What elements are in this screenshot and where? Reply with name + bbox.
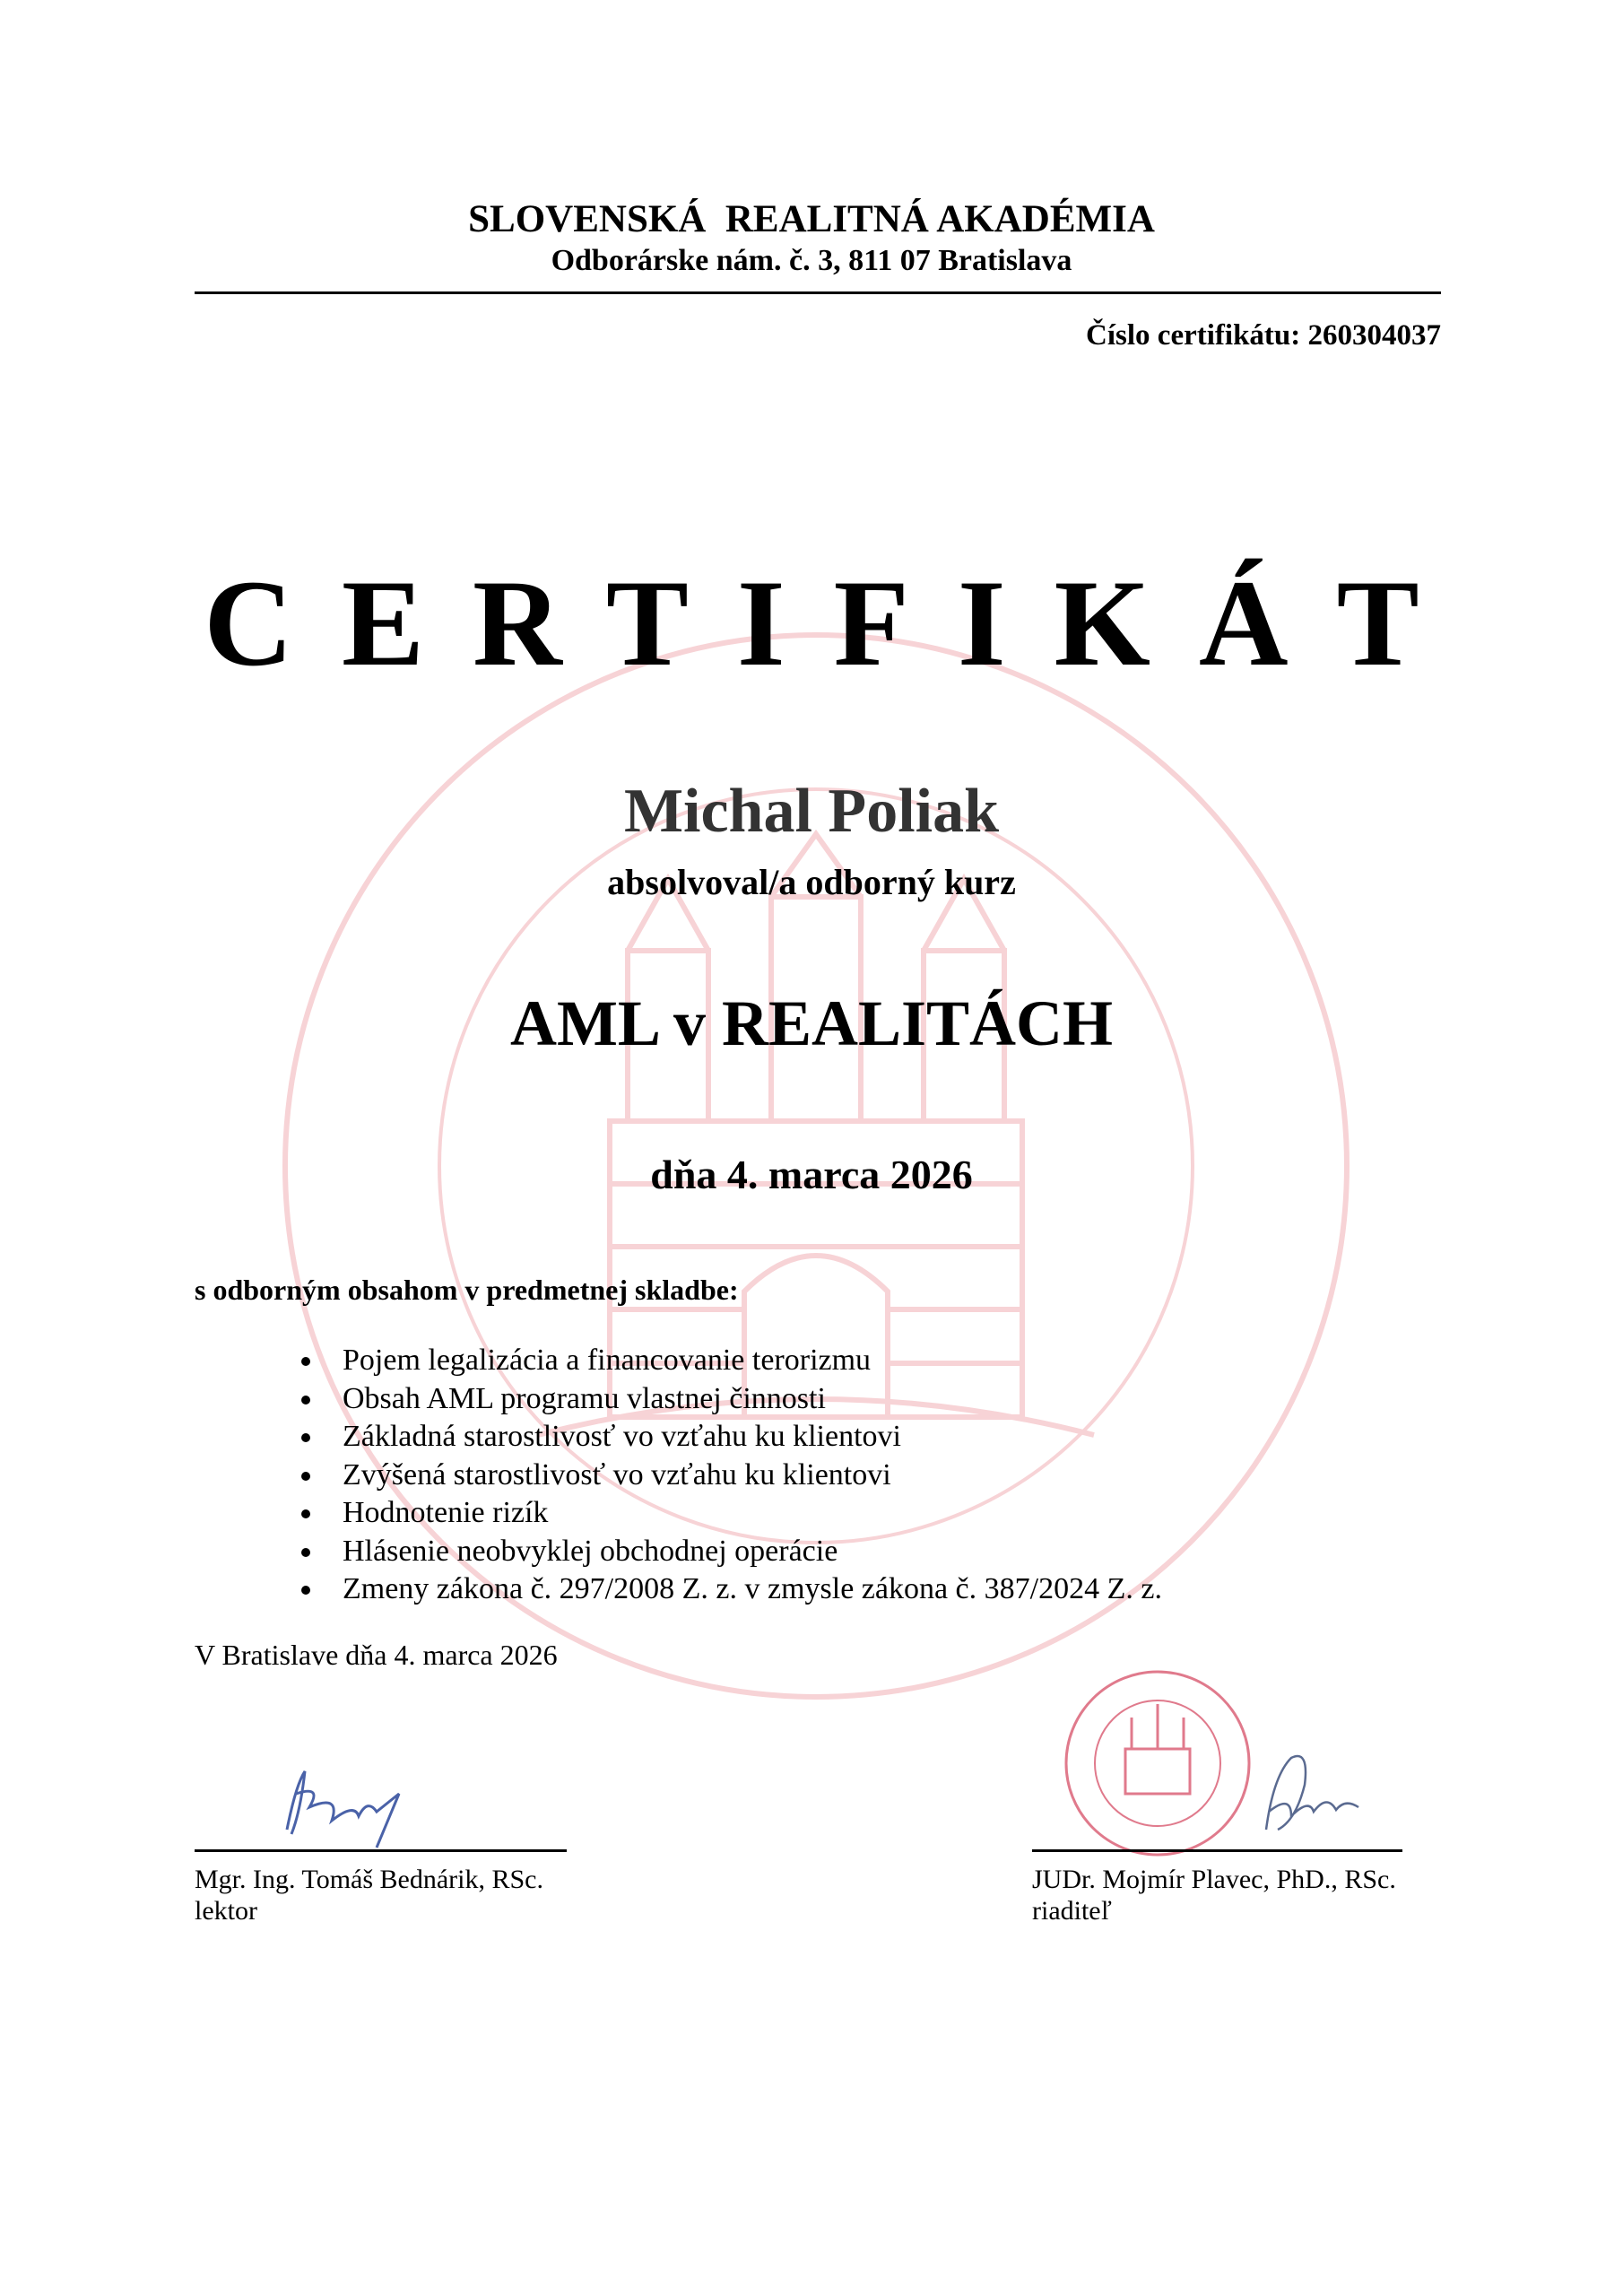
list-item	[301, 1570, 1162, 1609]
academy-stamp	[1066, 1672, 1249, 1855]
signatory-role: lektor	[195, 1896, 257, 1926]
topic-list	[301, 1342, 1162, 1609]
left-signatory	[195, 1864, 543, 1926]
bullet-icon	[301, 1396, 310, 1405]
signatory-role: riaditeľ	[1032, 1896, 1112, 1926]
topic-text: Hodnotenie rizík	[343, 1496, 549, 1529]
content-intro: s odborným obsahom v predmetnej skladbe:	[195, 1274, 739, 1306]
organization-name: SLOVENSKÁ REALITNÁ AKADÉMIA	[468, 198, 1155, 240]
recipient-name: Michal Poliak	[623, 777, 1000, 846]
list-item	[301, 1380, 1162, 1419]
topic-text: Základná starostlivosť vo vzťahu ku klientovi	[343, 1420, 901, 1453]
certificate-number: Číslo certifikátu: 260304037	[1086, 319, 1441, 352]
list-item	[301, 1533, 1162, 1571]
signatory-name: Mgr. Ing. Tomáš Bednárik, RSc.	[195, 1865, 543, 1894]
left-signature	[287, 1771, 399, 1848]
topic-text: Zmeny zákona č. 297/2008 Z. z. v zmysle zákona č. 387/2024 Z. z.	[343, 1572, 1162, 1605]
left-signature-line	[195, 1849, 567, 1852]
topic-text: Hlásenie neobvyklej obchodnej operácie	[343, 1534, 838, 1568]
header-divider	[195, 291, 1441, 294]
list-item	[301, 1418, 1162, 1457]
course-date: dňa 4. marca 2026	[650, 1152, 973, 1197]
signatory-name: JUDr. Mojmír Plavec, PhD., RSc.	[1032, 1865, 1396, 1894]
bullet-icon	[301, 1357, 310, 1366]
right-signature-line	[1032, 1849, 1402, 1852]
bullet-icon	[301, 1472, 310, 1481]
bullet-icon	[301, 1548, 310, 1557]
right-signatory	[1032, 1864, 1396, 1926]
bullet-icon	[301, 1433, 310, 1442]
list-item	[301, 1457, 1162, 1495]
list-item	[301, 1494, 1162, 1533]
list-item	[301, 1342, 1162, 1380]
completion-text: absolvoval/a odborný kurz	[607, 862, 1016, 902]
organization-address: Odborárske nám. č. 3, 811 07 Bratislava	[551, 244, 1072, 277]
topic-text: Zvýšená starostlivosť vo vzťahu ku klientovi	[343, 1457, 891, 1492]
bullet-icon	[301, 1586, 310, 1595]
right-signature	[1266, 1756, 1358, 1830]
certificate-title: CERTIFIKÁT	[204, 554, 1468, 691]
place-and-date: V Bratislave dňa 4. marca 2026	[195, 1639, 558, 1671]
topic-text: Pojem legalizácia a financovanie terorizmu	[343, 1344, 872, 1377]
course-name: AML v REALITÁCH	[509, 987, 1114, 1059]
bullet-icon	[301, 1509, 310, 1518]
topic-text: Obsah AML programu vlastnej činnosti	[343, 1381, 826, 1415]
